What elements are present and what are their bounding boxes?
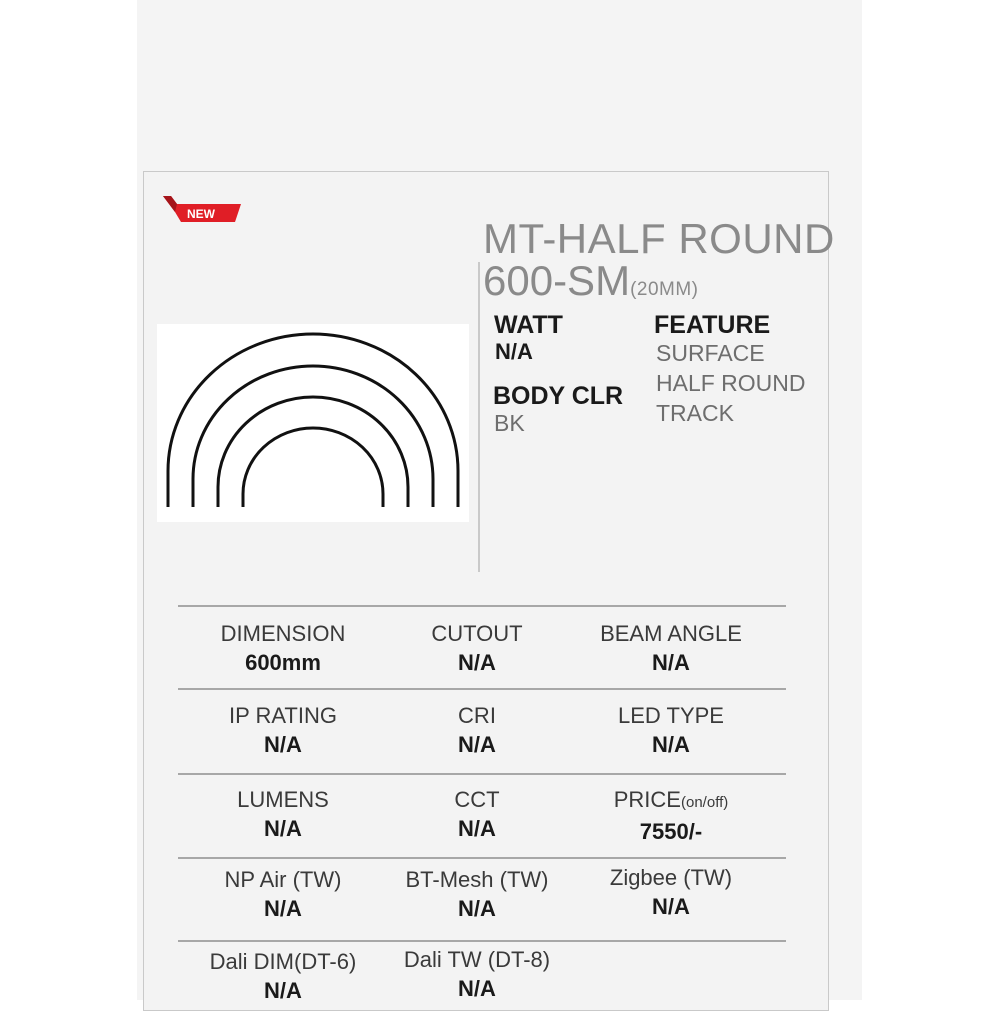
new-badge-text: NEW bbox=[187, 207, 215, 221]
cell-value: 600mm bbox=[245, 650, 321, 675]
spec-cell-zigbee bbox=[571, 864, 771, 922]
table-divider bbox=[178, 773, 786, 775]
cell-value: N/A bbox=[458, 816, 496, 841]
feature-line: SURFACE bbox=[656, 340, 765, 366]
vertical-divider bbox=[478, 262, 480, 572]
cell-value: 7550/- bbox=[639, 819, 703, 844]
feature-line: TRACK bbox=[656, 400, 734, 426]
cell-label: CRI bbox=[458, 703, 496, 728]
cell-label: Dali TW (DT-8) bbox=[403, 947, 551, 972]
cell-label: BT-Mesh (TW) bbox=[405, 867, 549, 892]
cell-label: Dali DIM(DT-6) bbox=[209, 949, 357, 974]
watt-value: N/A bbox=[495, 339, 533, 364]
spec-cell-beam-angle bbox=[571, 620, 771, 678]
cell-value: N/A bbox=[458, 976, 496, 1001]
product-title: MT-HALF ROUND bbox=[483, 215, 835, 262]
watt-label: WATT bbox=[494, 311, 563, 339]
cell-value: N/A bbox=[458, 732, 496, 757]
cell-value: N/A bbox=[652, 732, 690, 757]
cell-label: NP Air (TW) bbox=[224, 867, 342, 892]
table-divider bbox=[178, 688, 786, 690]
feature-label: FEATURE bbox=[654, 311, 771, 339]
cell-value: N/A bbox=[652, 650, 690, 675]
spec-cell-ip-rating bbox=[183, 702, 383, 760]
product-model bbox=[483, 258, 699, 313]
cell-label: LED TYPE bbox=[618, 703, 724, 728]
cell-label: IP RATING bbox=[229, 703, 337, 728]
price-label-suffix: (on/off) bbox=[681, 794, 729, 811]
cell-value: N/A bbox=[458, 896, 496, 921]
body-clr-value: BK bbox=[494, 410, 525, 436]
cell-label: DIMENSION bbox=[220, 621, 346, 646]
cell-label: LUMENS bbox=[237, 787, 329, 812]
cell-value: N/A bbox=[264, 896, 302, 921]
cell-label bbox=[571, 786, 771, 817]
new-badge bbox=[163, 194, 243, 224]
spec-cell-led-type bbox=[571, 702, 771, 760]
table-divider bbox=[178, 857, 786, 859]
spec-cell-bt-mesh bbox=[377, 866, 577, 924]
price-label: PRICE bbox=[613, 787, 681, 812]
model-number: 600-SM bbox=[483, 257, 631, 304]
spec-cell-cutout bbox=[377, 620, 577, 678]
spec-cell-dali-dim bbox=[183, 948, 383, 1006]
cell-value: N/A bbox=[652, 894, 690, 919]
cell-value: N/A bbox=[264, 978, 302, 1003]
cell-label: CCT bbox=[454, 787, 500, 812]
table-divider bbox=[178, 605, 786, 607]
spec-cell-cct bbox=[377, 786, 577, 844]
body-clr-label: BODY CLR bbox=[493, 382, 624, 410]
spec-cell-dimension bbox=[183, 620, 383, 678]
table-divider bbox=[178, 940, 786, 942]
cell-value: N/A bbox=[264, 816, 302, 841]
size-note: (20MM) bbox=[630, 279, 699, 300]
cell-label: CUTOUT bbox=[431, 621, 523, 646]
feature-line: HALF ROUND bbox=[656, 370, 806, 396]
cell-value: N/A bbox=[458, 650, 496, 675]
spec-cell-lumens bbox=[183, 786, 383, 844]
half-round-track-icon bbox=[157, 324, 469, 522]
cell-value: N/A bbox=[264, 732, 302, 757]
product-image bbox=[157, 324, 469, 522]
cell-label: BEAM ANGLE bbox=[600, 621, 742, 646]
spec-cell-cri bbox=[377, 702, 577, 760]
spec-cell-dali-tw bbox=[377, 946, 577, 1004]
spec-cell-np-air bbox=[183, 866, 383, 924]
cell-label: Zigbee (TW) bbox=[609, 865, 733, 890]
spec-cell-price bbox=[571, 786, 771, 847]
